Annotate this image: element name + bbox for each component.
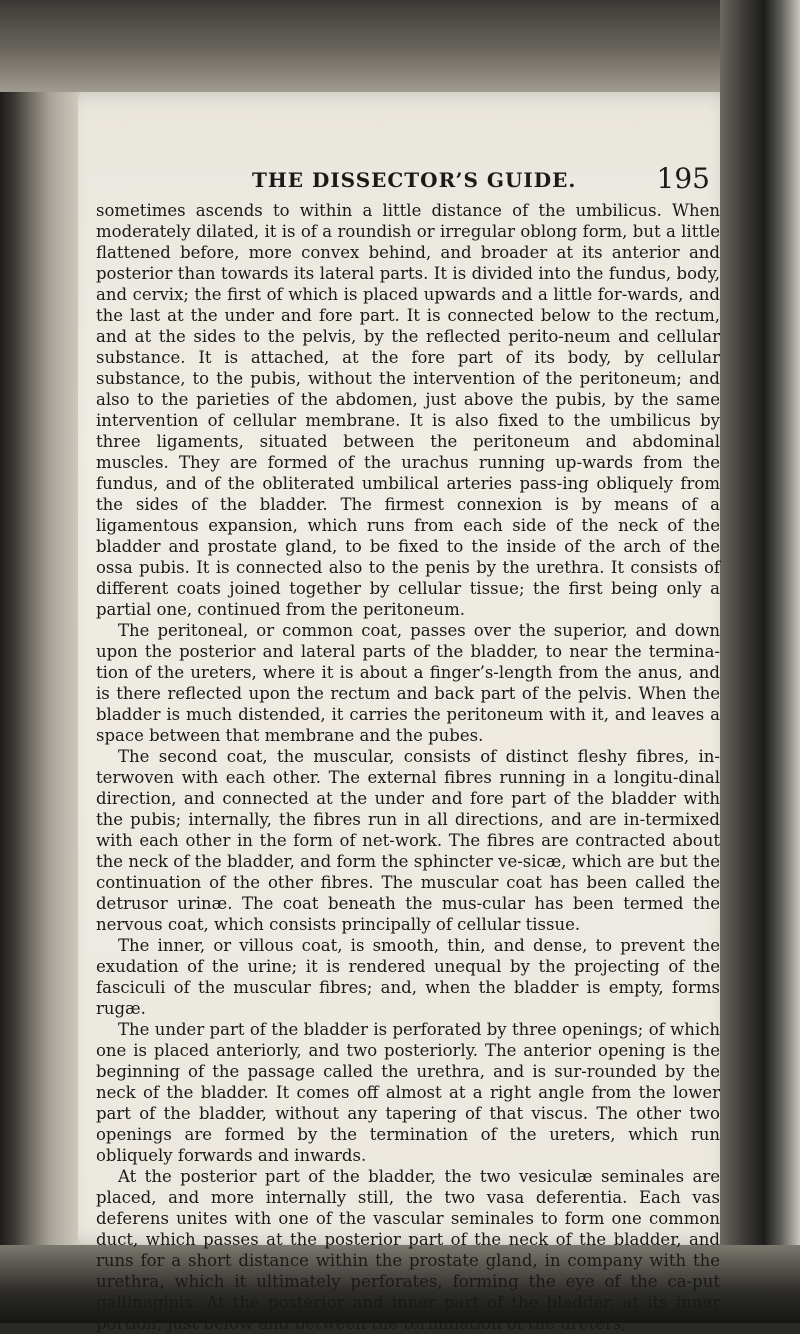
book-spine-edge (720, 0, 800, 1323)
paragraph: The peritoneal, or common coat, passes over the superior, and down upon the posterior and lateral parts of the bladder, to near the termina-tion of the ureters, where it is about a finger’s-length from the anus, and is there reflected upon the rectum and back part of the pelvis. When the bladder is much distended, it carries the peritoneum with it, and leaves a space between that membrane and the pubes. (96, 621, 720, 745)
paragraph: sometimes ascends to within a little distance of the umbilicus. When moderately dilated, it is of a roundish or irregular oblong form, but a little flattened before, more convex behind, and broader at its anterior and posterior than towards its lateral parts. It is divided into the fundus, body, and cervix; the first of which is placed upwards and a little for-wards, and the last at the under and fore part. It is connected below to the rectum, and at the sides to the pelvis, by the reflected perito-neum and cellular substance. It is attached, at the fore part of its body, by cellular substance, to the pubis, without the intervention of the peritoneum; and also to the parieties of the abdomen, just above the pubis, by the same intervention of cellular membrane. It is also fixed to the umbilicus by three ligaments, situated between the peritoneum and abdominal muscles. They are formed of the urachus running up-wards from the fundus, and of the obliterated umbilical arteries pass-ing obliquely from the sides of the bladder. The firmest connexion is by means of a ligamentous expansion, which runs from each side of the neck of the bladder and prostate gland, to be fixed to the inside of the arch of the ossa pubis. It is connected also to the penis by the urethra. It consists of different coats joined together by cellular tissue; the first being only a partial one, continued from the peritoneum. (96, 201, 720, 619)
paragraph: At the posterior part of the bladder, the two vesiculæ seminales are placed, and more internally still, the two vasa deferentia. Each vas deferens unites with one of the vascular seminales to form one common duct, which passes at the posterior part of the neck of the bladder, and runs for a short distance within the prostate gland, in company with the urethra, which it ultimately perforates, forming the eye of the ca-put gallinaginis. At the posterior and inner part of the bladder, at its inner portion, just below and between the termination of the ureters, (96, 1167, 720, 1333)
page-header (90, 162, 718, 200)
running-head: THE DISSECTOR’S GUIDE. (252, 168, 577, 192)
paragraph: The inner, or villous coat, is smooth, thin, and dense, to prevent the exudation of the urine; it is rendered unequal by the projecting of the fasciculi of the muscular fibres; and, when the bladder is empty, forms rugæ. (96, 936, 720, 1018)
paragraph: The under part of the bladder is perforated by three openings; of which one is placed anteriorly, and two posteriorly. The anterior opening is the beginning of the passage called the urethra, and is sur-rounded by the neck of the bladder. It comes off almost at a right angle from the lower part of the bladder, without any tapering of that viscus. The other two openings are formed by the termination of the ureters, which run obliquely forwards and inwards. (96, 1020, 720, 1165)
page-number: 195 (656, 162, 710, 195)
top-shadow (0, 0, 800, 92)
body-text (96, 200, 720, 1334)
paragraph: The second coat, the muscular, consists of distinct fleshy fibres, in-terwoven with each other. The external fibres running in a longitu-dinal direction, and connected at the under and fore part of the bladder with the pubis; internally, the fibres run in all directions, and are in-termixed with each other in the form of net-work. The fibres are contracted about the neck of the bladder, and form the sphincter ve-sicæ, which are but the continuation of the other fibres. The muscular coat has been called the detrusor urinæ. The coat beneath the mus-cular has been termed the nervous coat, which consists principally of cellular tissue. (96, 747, 720, 934)
